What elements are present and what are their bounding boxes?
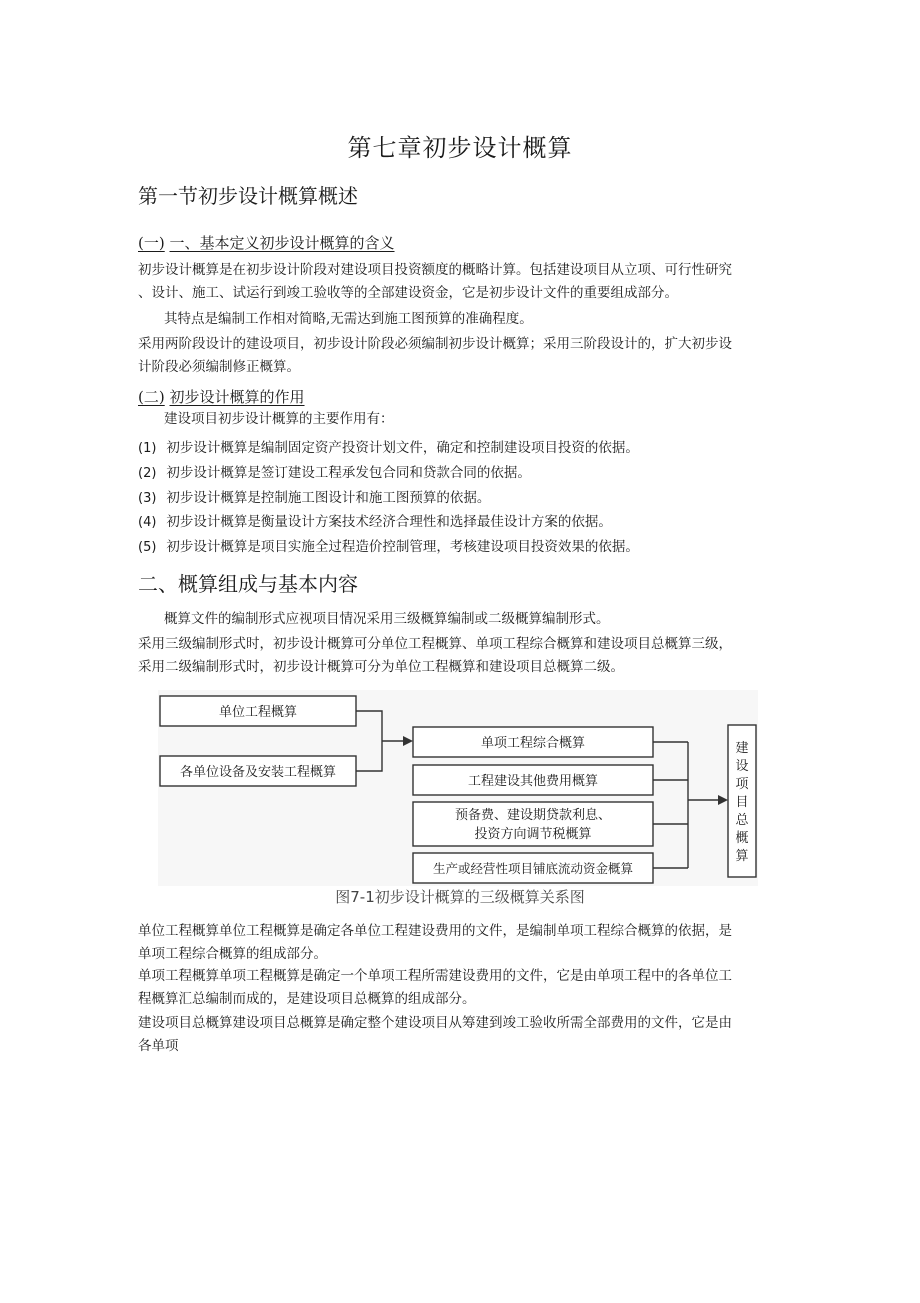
equipment-estimate-label: 各单位设备及安装工程概算 <box>179 765 337 780</box>
paragraph-feature: 其特点是编制工作相对简略,无需达到施工图预算的准确程度。 <box>164 311 533 327</box>
section-heading-1: 第一节初步设计概算概述 <box>138 184 358 208</box>
roles-intro: 建设项目初步设计概算的主要作用有： <box>164 411 394 427</box>
single-project-estimate-label: 单项工程综合概算 <box>480 736 586 751</box>
paragraph-line: 程概算汇总编制而成的，是建设项目总概算的组成部分。 <box>138 991 476 1007</box>
list-text: 初步设计概算是控制施工图设计和施工图预算的依据。 <box>166 490 491 506</box>
paragraph-line: 采用三级编制形式时，初步设计概算可分单位工程概算、单项工程综合概算和建设项目总概算三级， <box>138 636 732 652</box>
list-number: (4) <box>138 515 157 530</box>
total-estimate-char: 建 <box>735 741 749 756</box>
list-text: 初步设计概算是编制固定资产投资计划文件，确定和控制建设项目投资的依据。 <box>166 440 639 456</box>
reserve-fund-label-line2: 投资方向调节税概算 <box>474 827 592 842</box>
total-estimate-char: 算 <box>735 849 749 864</box>
total-estimate-char: 目 <box>735 795 749 810</box>
other-costs-estimate-label: 工程建设其他费用概算 <box>467 774 599 789</box>
paragraph-line: 采用二级编制形式时，初步设计概算可分为单位工程概算和建设项目总概算二级。 <box>138 659 624 675</box>
paragraph-line: 、设计、施工、试运行到竣工验收等的全部建设资金，它是初步设计文件的重要组成部分。 <box>138 285 678 301</box>
list-text: 初步设计概算是衡量设计方案技术经济合理性和选择最佳设计方案的依据。 <box>166 514 612 530</box>
list-number: (3) <box>138 491 157 506</box>
paragraph-line: 建设项目总概算建设项目总概算是确定整个建设项目从筹建到竣工验收所需全部费用的文件，它是由 <box>138 1015 732 1031</box>
subheading-label: 一、基本定义初步设计概算的含义 <box>169 234 395 252</box>
paragraph-line: 单项工程综合概算的组成部分。 <box>138 946 327 962</box>
paragraph-unit-estimate <box>138 920 778 966</box>
subheading-number: (二) <box>138 388 165 406</box>
paragraph-single-estimate <box>138 965 778 1011</box>
subheading-label: 初步设计概算的作用 <box>169 388 305 406</box>
paragraph-line: 计阶段必须编制修正概算。 <box>138 359 300 375</box>
paragraph-line: 采用两阶段设计的建设项目，初步设计阶段必须编制初步设计概算；采用三阶段设计的，扩大初步设 <box>138 336 732 352</box>
paragraph-line: 初步设计概算是在初步设计阶段对建设项目投资额度的概略计算。包括建设项目从立项、可行性研究 <box>138 262 732 278</box>
total-estimate-char: 总 <box>735 813 749 828</box>
paragraph-total-estimate <box>138 1012 778 1058</box>
total-estimate-char: 设 <box>735 759 749 774</box>
total-estimate-char: 项 <box>735 777 749 792</box>
list-number: (2) <box>138 466 157 481</box>
paragraph-forms: 概算文件的编制形式应视项目情况采用三级概算编制或二级概算编制形式。 <box>164 611 610 627</box>
unit-estimate-label: 单位工程概算 <box>218 705 298 720</box>
list-text: 初步设计概算是签订建设工程承发包合同和贷款合同的依据。 <box>166 465 531 481</box>
list-text: 初步设计概算是项目实施全过程造价控制管理，考核建设项目投资效果的依据。 <box>166 539 639 555</box>
working-capital-estimate-label: 生产或经营性项目铺底流动资金概算 <box>432 861 634 876</box>
paragraph-line: 单项工程概算单项工程概算是确定一个单项工程所需建设费用的文件，它是由单项工程中的各单位工 <box>138 968 732 984</box>
subheading-number: (一) <box>138 234 165 252</box>
paragraph-line: 单位工程概算单位工程概算是确定各单位工程建设费用的文件，是编制单项工程综合概算的依据，是 <box>138 923 732 939</box>
figure-caption: 图7-1初步设计概算的三级概算关系图 <box>335 888 585 906</box>
list-number: (1) <box>138 441 157 456</box>
reserve-fund-label-line1: 预备费、建设期贷款利息、 <box>454 808 612 823</box>
list-number: (5) <box>138 540 157 555</box>
total-estimate-char: 概 <box>735 831 749 846</box>
chapter-title: 第七章初步设计概算 <box>347 134 573 162</box>
paragraph-line: 各单项 <box>138 1038 179 1054</box>
section-heading-2: 二、概算组成与基本内容 <box>138 572 358 596</box>
